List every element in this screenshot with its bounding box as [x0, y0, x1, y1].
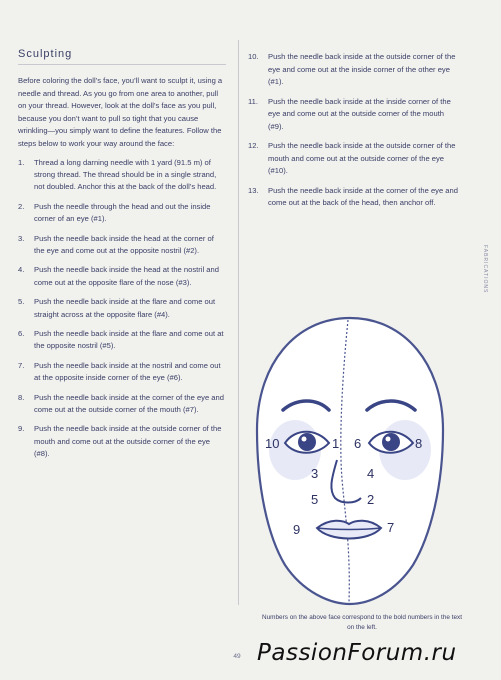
step-text: Push the needle back inside at the corner of the eye and come out at the back of the head, then anchor off.	[268, 185, 458, 207]
face-diagram	[245, 310, 455, 610]
step-number: 8.	[18, 392, 25, 402]
step-number: 1.	[18, 157, 25, 167]
step-item	[18, 264, 226, 289]
watermark-text: PassionForum.ru	[257, 640, 457, 666]
right-column	[248, 51, 458, 217]
face-illustration	[245, 310, 455, 610]
face-number-4: 4	[367, 466, 375, 481]
face-number-6: 6	[354, 436, 362, 451]
step-item	[248, 96, 458, 134]
section-title: Sculpting	[18, 48, 226, 65]
page-number: 49	[233, 653, 241, 660]
face-number-8: 8	[415, 436, 423, 451]
face-number-7: 7	[387, 520, 395, 535]
step-text: Thread a long darning needle with 1 yard (91.5 m) of strong thread. The thread should be in a single strand, not doubled. Anchor this at the back of the doll’s head.	[34, 157, 217, 192]
step-item	[18, 360, 226, 385]
step-text: Push the needle back inside at the nostril and come out at the opposite inside corner of the eye (#6).	[34, 360, 221, 383]
step-number: 4.	[18, 265, 25, 275]
step-item	[18, 157, 226, 194]
step-text: Push the needle back inside the head at the corner of the eye and come out at the opposite nostril (#2).	[34, 233, 214, 255]
step-number: 6.	[18, 329, 25, 339]
column-divider	[238, 40, 239, 605]
step-text: Push the needle back inside at the outside corner of the mouth and come out at the outside corner of the eye (#8).	[34, 424, 222, 459]
step-item	[18, 328, 226, 353]
step-item	[18, 392, 226, 417]
step-item	[18, 423, 226, 460]
figure-caption: Numbers on the above face correspond to the bold numbers in the text on the left.	[262, 614, 463, 631]
step-item	[248, 185, 458, 210]
step-number: 2.	[18, 201, 25, 211]
step-text: Push the needle back inside at the inside corner of the eye and come out at the outside corner of the mouth (#9).	[268, 96, 451, 131]
step-item	[18, 233, 226, 258]
step-text: Push the needle back inside at the flare and come out at the opposite nostril (#5).	[34, 329, 224, 351]
face-number-5: 5	[311, 492, 319, 507]
face-number-10: 10	[265, 436, 280, 451]
step-item	[248, 140, 458, 178]
intro-paragraph: Before coloring the doll’s face, you’ll want to sculpt it, using a needle and thread. As you go from one area to another, pull on your thread. However, look at the doll’s face as you pull, because you don’t want to pull so tight that you cause wrinkling—you simply want to define the features. Follow the steps below to work your way around the face:	[18, 76, 223, 148]
step-text: Push the needle back inside at the flare and come out straight across at the opposite flare (#4).	[34, 297, 216, 319]
step-item	[18, 296, 226, 321]
step-number: 12.	[248, 141, 259, 150]
step-text: Push the needle back inside at the outside corner of the mouth and come out at the outside corner of the eye (#10).	[268, 141, 456, 175]
face-number-9: 9	[293, 522, 301, 537]
steps-list-right	[248, 51, 458, 210]
step-item	[18, 201, 226, 226]
face-number-1: 1	[332, 436, 340, 451]
step-number: 7.	[18, 360, 25, 370]
step-number: 11.	[248, 96, 258, 106]
left-column	[18, 48, 226, 468]
step-number: 3.	[18, 233, 25, 243]
step-text: Push the needle back inside at the corner of the eye and come out at the outside corner of the mouth (#7).	[34, 392, 224, 415]
steps-list-left	[18, 157, 226, 461]
step-number: 10.	[248, 52, 259, 61]
step-number: 13.	[248, 185, 259, 195]
face-number-2: 2	[367, 492, 375, 507]
side-tab-label: FABRICATIONS	[482, 245, 488, 294]
step-number: 5.	[18, 297, 25, 307]
step-text: Push the needle through the head and out the inside corner of an eye (#1).	[34, 201, 211, 224]
step-item	[248, 51, 458, 89]
step-text: Push the needle back inside at the outside corner of the eye and come out at the inside corner of the other eye (#1).	[268, 52, 456, 86]
step-text: Push the needle back inside the head at the nostril and come out at the opposite flare of the nose (#3).	[34, 265, 219, 287]
step-number: 9.	[18, 424, 25, 434]
face-number-3: 3	[311, 466, 319, 481]
